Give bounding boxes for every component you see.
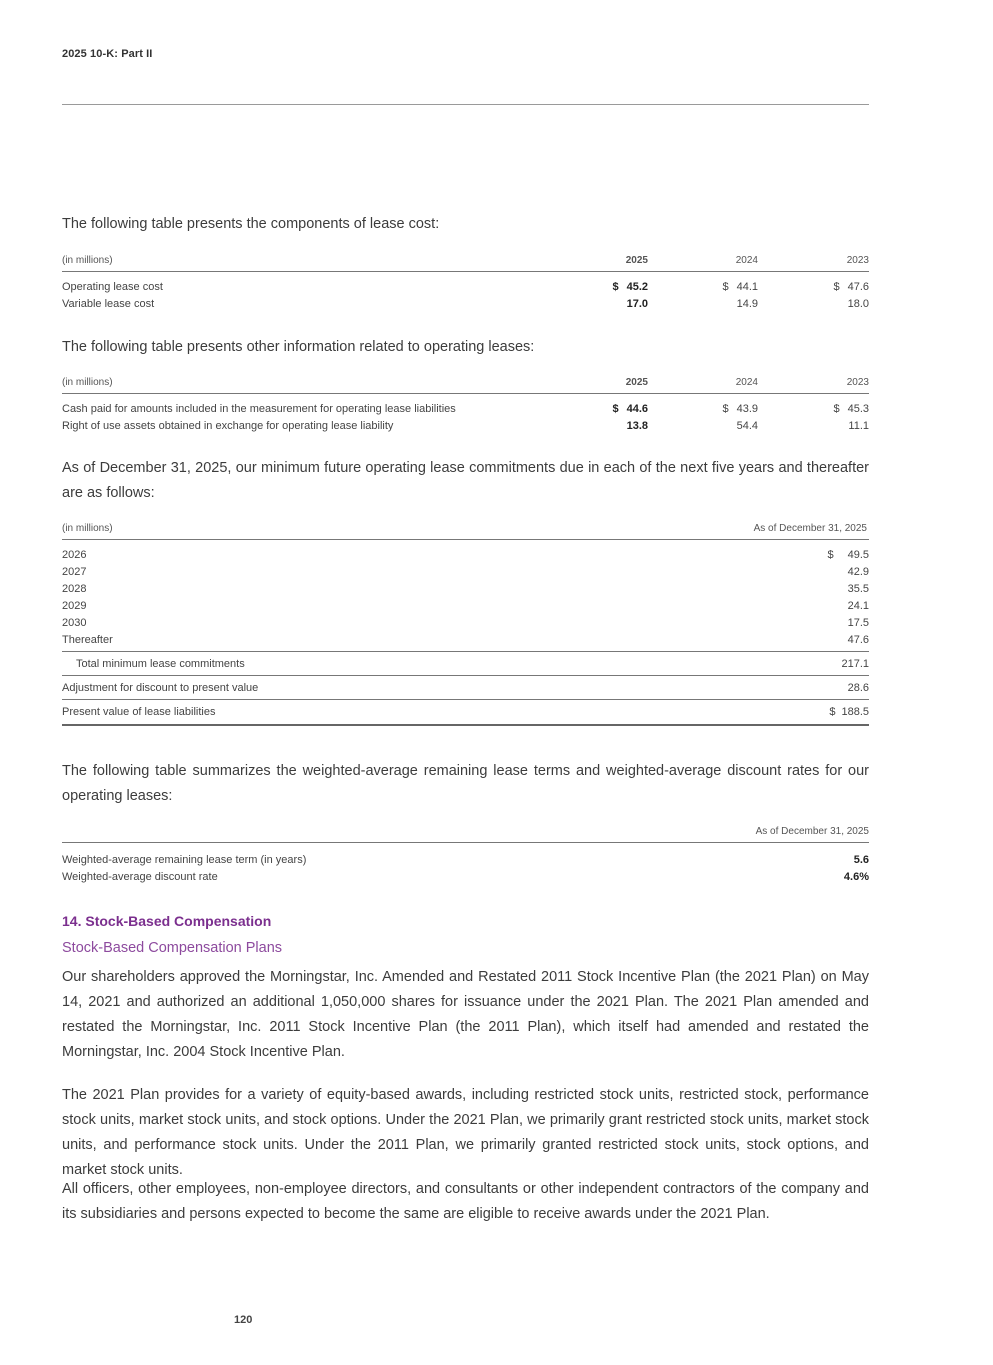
paragraph: All officers, other employees, non-employee directors, and consultants or other independent contractors of the company and its subsidiaries and persons expected to become the same are eligible to receive awards under the 2021 Plan. [62,1181,869,1222]
cell-value: 188.5 [841,706,869,718]
cell-value: 44.1 [736,280,758,293]
column-header: As of December 31, 2025 [570,517,869,540]
page-number: 120 [234,1314,253,1326]
value-cell: 42.9 [847,565,869,578]
lease-cost-intro: The following table presents the components of lease cost: [62,216,440,232]
table-row [62,417,869,434]
value-cell: 35.5 [847,582,869,595]
table-header-row [62,820,869,843]
row-label: Weighted-average discount rate [62,870,218,883]
cell-value: 45.3 [847,402,869,415]
value-cell: 47.6 [847,633,869,646]
year-header: 2024 [648,249,758,272]
row-label: Present value of lease liabilities [62,700,570,726]
table-header-row [62,249,869,272]
table-row [62,272,869,296]
currency-symbol: $ [722,402,729,415]
row-label: Operating lease cost [62,280,163,293]
paragraph: The 2021 Plan provides for a variety of equity-based awards, including restricted stock units, restricted stock, performance stock units, market stock units, and stock options. Under the 2021 Plan, we primarily grant restricted stock units, market stock units, and performance stock units. Under the 2011 Plan, we primarily granted restricted stock units, stock options, and market stock units. [62,1087,869,1178]
unit-label: (in millions) [62,517,570,540]
row-label: Right of use assets obtained in exchange for operating lease liability [62,419,394,432]
year-header: 2024 [648,371,758,394]
weighted-intro: The following table summarizes the weighted-average remaining lease terms and weighted-average discount rates for our operating leases: [62,763,869,804]
table-header-row [62,371,869,394]
row-label: Adjustment for discount to present value [62,676,570,700]
value-cell: 54.4 [736,419,758,432]
value-cell: 11.1 [848,419,869,432]
table-row [62,597,869,614]
value-cell [570,540,869,564]
currency-symbol: $ [833,280,840,293]
value-cell [758,272,869,296]
year-header: 2025 [542,249,648,272]
other-info-table [62,371,869,434]
table-row [62,394,869,418]
total-row [62,652,869,676]
year-header: 2025 [542,371,648,394]
weighted-table [62,820,869,885]
adjustment-row [62,676,869,700]
section-title: 14. Stock-Based Compensation [62,913,272,929]
year-header: 2023 [758,371,869,394]
unit-label: (in millions) [62,371,542,394]
row-label: Weighted-average remaining lease term (in years) [62,853,307,866]
value-cell [542,272,648,296]
value-cell: 28.6 [570,676,869,700]
column-header: As of December 31, 2025 [613,820,869,843]
table-row [62,614,869,631]
currency-symbol: $ [833,402,840,415]
cell-value: 43.9 [736,402,758,415]
value-cell: 4.6% [843,870,869,883]
value-cell: 217.1 [570,652,869,676]
table-row [62,631,869,652]
table-row [62,580,869,597]
value-cell: 5.6 [853,853,869,866]
row-label: 2027 [62,565,87,578]
value-cell: 17.0 [626,297,648,310]
table-row [62,295,869,312]
row-label: Cash paid for amounts included in the measurement for operating lease liabilities [62,402,456,415]
commitments-intro: As of December 31, 2025, our minimum future operating lease commitments due in each of the next five years and thereafter are as follows: [62,460,869,501]
row-label: Variable lease cost [62,297,155,310]
value-cell: 14.9 [736,297,758,310]
table-header-row [62,517,869,540]
value-cell: 18.0 [847,297,869,310]
currency-symbol: $ [722,280,729,293]
header-divider [62,104,869,105]
cell-value: 44.6 [626,402,648,415]
commitments-table [62,517,869,726]
row-label: Total minimum lease commitments [62,652,570,676]
paragraph: Our shareholders approved the Morningstar, Inc. Amended and Restated 2011 Stock Incentive Plan (the 2021 Plan) on May 14, 2021 and authorized an additional 1,050,000 shares for issuance under the 2021 Plan. The 2021 Plan amended and restated the Morningstar, Inc. 2011 Stock Incentive Plan (the 2011 Plan), which itself had amended and restated the Morningstar, Inc. 2004 Stock Incentive Plan. [62,969,869,1060]
row-label: 2030 [62,616,87,629]
currency-symbol: $ [827,548,834,561]
cell-value: 49.5 [847,548,869,561]
other-info-intro: The following table presents other information related to operating leases: [62,339,535,355]
cell-value: 47.6 [847,280,869,293]
value-cell: 17.5 [847,616,869,629]
value-cell: 24.1 [847,599,869,612]
empty-header [62,820,613,843]
table-row [62,540,869,564]
currency-symbol: $ [829,706,836,718]
row-label: 2028 [62,582,87,595]
value-cell [570,700,869,726]
year-header: 2023 [758,249,869,272]
value-cell [542,394,648,418]
present-value-row [62,700,869,726]
row-label: Thereafter [62,633,113,646]
subsection-title: Stock-Based Compensation Plans [62,940,283,956]
value-cell [648,272,758,296]
value-cell [758,394,869,418]
unit-label: (in millions) [62,249,542,272]
value-cell: 13.8 [626,419,648,432]
row-label: 2029 [62,599,87,612]
value-cell [648,394,758,418]
table-row [62,843,869,869]
cell-value: 45.2 [626,280,648,293]
row-label: 2026 [62,548,87,561]
table-row [62,563,869,580]
table-row [62,868,869,885]
header-title: 2025 10-K: Part II [62,48,153,60]
lease-cost-table [62,249,869,312]
currency-symbol: $ [612,280,619,293]
currency-symbol: $ [612,402,619,415]
